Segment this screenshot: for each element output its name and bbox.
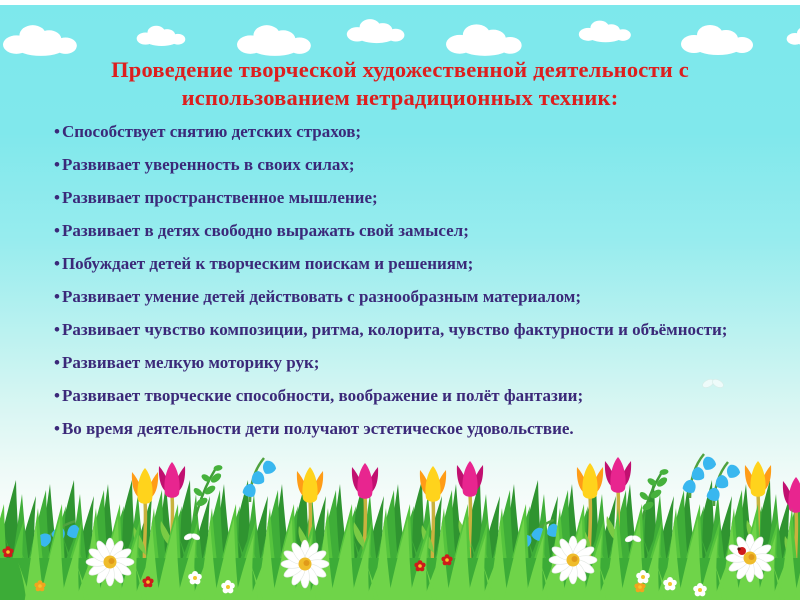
bullet-item [54, 285, 754, 309]
butterfly-icon [700, 372, 726, 392]
bluebell-icon [242, 458, 278, 502]
slide-title [20, 56, 780, 112]
bullet-icon: • [54, 287, 60, 306]
bullet-icon: • [54, 155, 60, 174]
bullet-item [54, 186, 754, 210]
title-line-2: использованием нетрадиционных техник: [181, 85, 619, 110]
bullet-text: Развивает творческие способности, воображение и полёт фантазии; [61, 386, 584, 405]
bullet-icon: • [54, 122, 60, 141]
bullet-text: Во время деятельности дети получают эстетическое удовольствие. [61, 419, 574, 438]
cloud-icon [445, 19, 529, 57]
bullet-icon: • [54, 188, 60, 207]
cloud-icon [236, 20, 318, 57]
top-border [0, 0, 800, 5]
bullet-item [54, 384, 754, 408]
cloud-icon [2, 20, 84, 57]
title-line-1: Проведение творческой художественной деятельности с [111, 57, 689, 82]
cloud-icon [136, 22, 190, 47]
bullet-text: Побуждает детей к творческим поискам и решениям; [61, 254, 474, 273]
grass-flowers-illustration [0, 450, 800, 600]
cloud-icon [786, 23, 800, 47]
bullet-item [54, 351, 754, 375]
bullet-text: Развивает умение детей действовать с разнообразным материалом; [61, 287, 581, 306]
bullet-item [54, 120, 754, 144]
bullet-item [54, 417, 754, 441]
bullet-item [54, 252, 754, 276]
bullet-icon: • [54, 221, 60, 240]
cloud-icon [680, 20, 760, 56]
bullet-text: Развивает мелкую моторику рук; [61, 353, 320, 372]
cloud-icon [578, 17, 636, 43]
bullet-icon: • [54, 386, 60, 405]
cloud-icon [346, 15, 410, 44]
bullet-item [54, 153, 754, 177]
bullet-icon: • [54, 419, 60, 438]
bullet-text: Развивает пространственное мышление; [61, 188, 378, 207]
bullet-item [54, 318, 754, 342]
bullet-list [54, 120, 754, 450]
bullet-icon: • [54, 254, 60, 273]
bullet-icon: • [54, 353, 60, 372]
bullet-text: Развивает уверенность в своих силах; [61, 155, 355, 174]
bullet-icon: • [54, 320, 60, 339]
bullet-text: Способствует снятию детских страхов; [61, 122, 362, 141]
bullet-text: Развивает в детях свободно выражать свой замысел; [61, 221, 469, 240]
bullet-item [54, 219, 754, 243]
bullet-text: Развивает чувство композиции, ритма, колорита, чувство фактурности и объёмности; [61, 320, 728, 339]
